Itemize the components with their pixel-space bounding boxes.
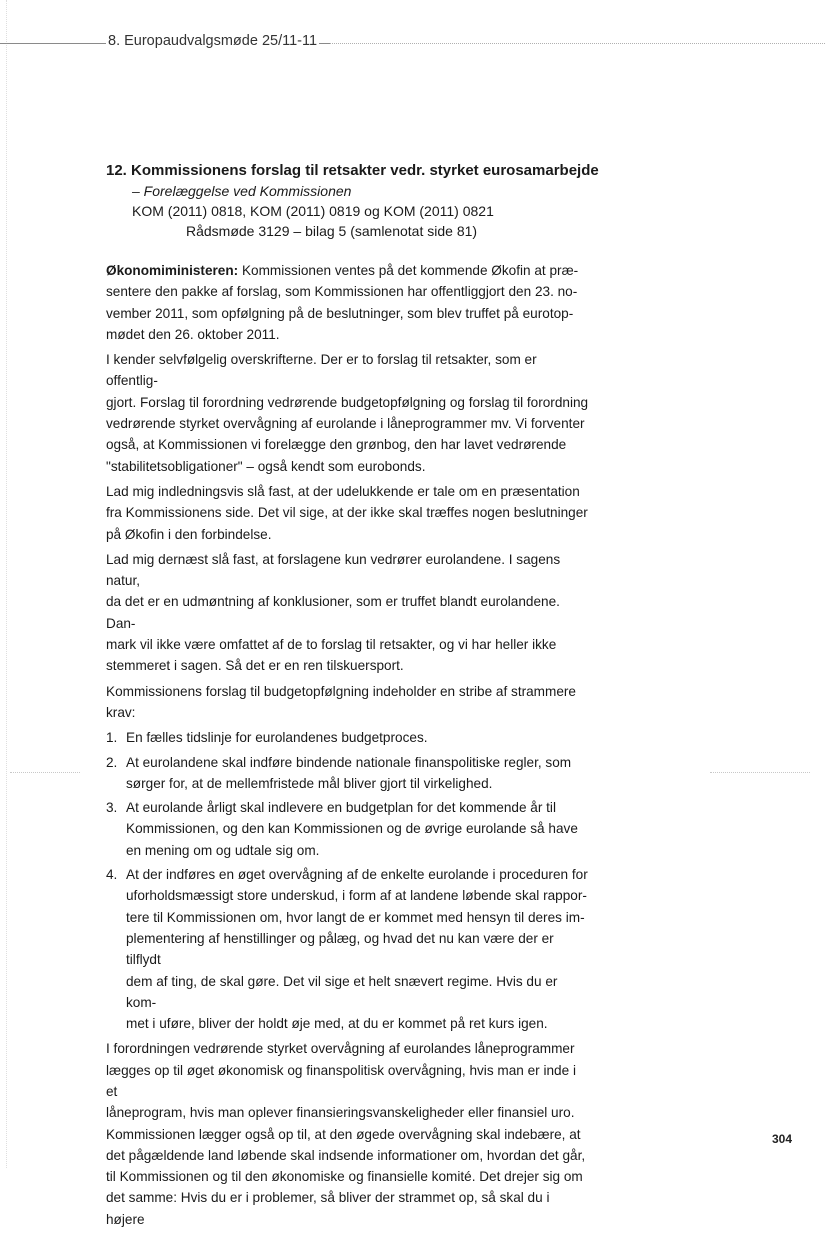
council-meeting-reference: Rådsmøde 3129 – bilag 5 (samlenotat side 81) [186,223,478,239]
paragraph-6: I forordningen vedrørende styrket overvågning af eurolandes låneprogrammer lægges op til øget økonomisk og finanspolitisk overvågning, hvis man er inde i et låneprogram, hvis man oplever finansieringsvanskeligheder eller finansiel uro. Kommissionen lægger også op til, at den øgede overvågning skal indebære, at det pågældende land løbende skal indsende informationer om, hvordan det går, til Kommissionen og til den økonomiske og finansielle komité. Det drejer sig om det samme: Hvis du er i problemer, så bliver der strammet op, så skal du i højere [106,1041,586,1227]
paragraph-1: Økonomiministeren: Kommissionen ventes på det kommende Økofin at præ- sentere den pakke af forslag, som Kommissionen har offentliggjort den 23. no- vember 2011, som opfølgning på de beslutninger, som blev truffet på eurotop- mødet den 26. oktober 2011. [106,263,579,342]
paragraph-5: Kommissionens forslag til budgetopfølgning indeholder en stribe af strammere krav: [106,683,576,720]
list-item: 1. En fælles tidslinje for eurolandenes budgetproces. [106,730,428,746]
list-item: 4. At der indføres en øget overvågning af de enkelte eurolande i proceduren for uforholdsmæssigt store underskud, i form af at landene løbende skal rappor- tere til Kommissionen om, hvor langt de er kommet med hensyn til deres im- plementering af henstillinger og pålæg, og hvad det nu kan være der er tilflydt dem af ting, de skal gøre. Det vil sige et helt snævert regime. Hvis du er kom- met i uføre, bliver der holdt øje med, at du er kommet på ret kurs igen. [106,867,588,1032]
scan-edge [6,0,7,1168]
speaker-label: Økonomiministeren: [106,263,239,278]
page-number: 304 [772,1132,793,1146]
agenda-subtitle: – Forelæggelse ved Kommissionen [132,183,352,199]
agenda-title: 12. Kommissionens forslag til retsakter vedr. styrket eurosamarbejde [106,162,599,179]
header-rule-dotted [330,43,825,44]
scan-artifact [710,772,810,773]
list-item: 2. At eurolandene skal indføre bindende nationale finanspolitiske regler, som sørger for, at de mellemfristede mål bliver gjort til virkelighed. [106,754,572,791]
scan-artifact [10,772,80,773]
paragraph-4: Lad mig dernæst slå fast, at forslagene kun vedrører eurolandene. I sagens natur, da det er en udmøntning af konklusioner, som er truffet blandt eurolandene. Dan- mark vil ikke være omfattet af de to forslag til retsakter, og vi har heller ikke stemmeret i sagen. Så det er en ren tilskuersport. [106,551,561,674]
running-header: 8. Europaudvalgsmøde 25/11-11 [108,33,318,49]
paragraph-2: I kender selvfølgelig overskrifterne. Der er to forslag til retsakter, som er offentlig- gjort. Forslag til forordning vedrørende budgetopfølgning og forslag til forordning vedrørende styrket overvågning af eurolande i låneprogrammer mv. Vi forventer også, at Kommissionen vi forelægge den grønbog, den har lavet vedrørende "stabilitetsobligationer" – også kendt som eurobonds. [106,352,589,474]
list-item: 3. At eurolande årligt skal indlevere en budgetplan for det kommende år til Kommissionen, og den kan Kommissionen og de øvrige eurolande så have en mening om og udtale sig om. [106,800,578,858]
agenda-item [106,160,606,242]
document-references: KOM (2011) 0818, KOM (2011) 0819 og KOM (2011) 0821 [132,203,494,219]
requirements-list [106,727,590,1034]
paragraph-3: Lad mig indledningsvis slå fast, at der udelukkende er tale om en præsentation fra Kommissionens side. Det vil sige, at der ikke skal træffes nogen beslutninger på Økofin i den forbindelse. [106,483,588,542]
document-body [106,260,590,1234]
